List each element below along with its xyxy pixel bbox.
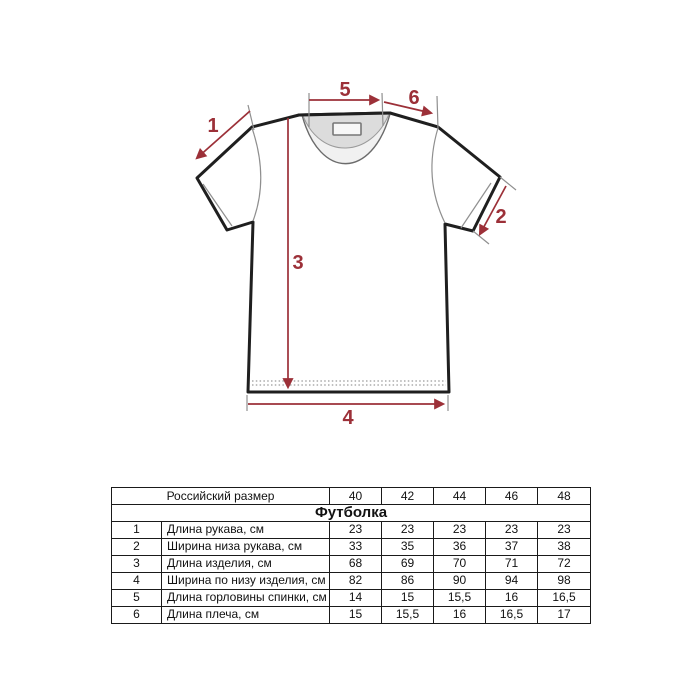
row-label: Длина горловины спинки, см: [162, 589, 330, 606]
row-label: Длина рукава, см: [162, 521, 330, 538]
row-value: 15: [330, 606, 382, 623]
row-value: 90: [434, 572, 486, 589]
size-col-48: 48: [538, 488, 591, 505]
table-header-row: [112, 488, 591, 505]
ext-tick-shoulder-right: [437, 96, 438, 129]
dim-label-5: 5: [339, 79, 351, 101]
dim-label-3: 3: [292, 252, 304, 274]
row-label: Длина плеча, см: [162, 606, 330, 623]
row-value: 68: [330, 555, 382, 572]
ext-cuff-right-top: [500, 177, 516, 190]
row-value: 70: [434, 555, 486, 572]
row-value: 69: [382, 555, 434, 572]
row-value: 14: [330, 589, 382, 606]
dim-label-2: 2: [495, 206, 507, 228]
row-num: 5: [112, 589, 162, 606]
table-row: [112, 555, 591, 572]
category-title: Футболка: [112, 505, 591, 522]
row-label: Длина изделия, см: [162, 555, 330, 572]
table-row: [112, 521, 591, 538]
row-value: 16,5: [486, 606, 538, 623]
category-row: [112, 505, 591, 522]
size-col-44: 44: [434, 488, 486, 505]
row-value: 23: [538, 521, 591, 538]
dim-label-6: 6: [408, 87, 420, 109]
row-label: Ширина по низу изделия, см: [162, 572, 330, 589]
row-num: 4: [112, 572, 162, 589]
row-value: 98: [538, 572, 591, 589]
neck-label-tag: [333, 123, 361, 135]
row-value: 16: [434, 606, 486, 623]
size-system-header: Российский размер: [112, 488, 330, 505]
row-value: 23: [382, 521, 434, 538]
size-col-42: 42: [382, 488, 434, 505]
row-value: 33: [330, 538, 382, 555]
row-value: 15: [382, 589, 434, 606]
row-value: 71: [486, 555, 538, 572]
row-value: 38: [538, 538, 591, 555]
shoulder-seam-line: [299, 113, 390, 115]
row-label: Ширина низа рукава, см: [162, 538, 330, 555]
row-num: 6: [112, 606, 162, 623]
row-value: 36: [434, 538, 486, 555]
dim-label-1: 1: [207, 115, 219, 137]
table-row: [112, 589, 591, 606]
row-value: 23: [434, 521, 486, 538]
row-value: 16,5: [538, 589, 591, 606]
row-value: 35: [382, 538, 434, 555]
table-row: [112, 606, 591, 623]
row-value: 72: [538, 555, 591, 572]
dim-label-4: 4: [342, 407, 354, 429]
table-row: [112, 538, 591, 555]
row-value: 86: [382, 572, 434, 589]
row-value: 37: [486, 538, 538, 555]
row-num: 1: [112, 521, 162, 538]
size-col-40: 40: [330, 488, 382, 505]
row-value: 82: [330, 572, 382, 589]
table-row: [112, 572, 591, 589]
row-num: 3: [112, 555, 162, 572]
row-value: 15,5: [382, 606, 434, 623]
row-num: 2: [112, 538, 162, 555]
size-table: [111, 487, 591, 624]
size-col-46: 46: [486, 488, 538, 505]
row-value: 17: [538, 606, 591, 623]
row-value: 23: [486, 521, 538, 538]
row-value: 15,5: [434, 589, 486, 606]
row-value: 23: [330, 521, 382, 538]
row-value: 94: [486, 572, 538, 589]
row-value: 16: [486, 589, 538, 606]
